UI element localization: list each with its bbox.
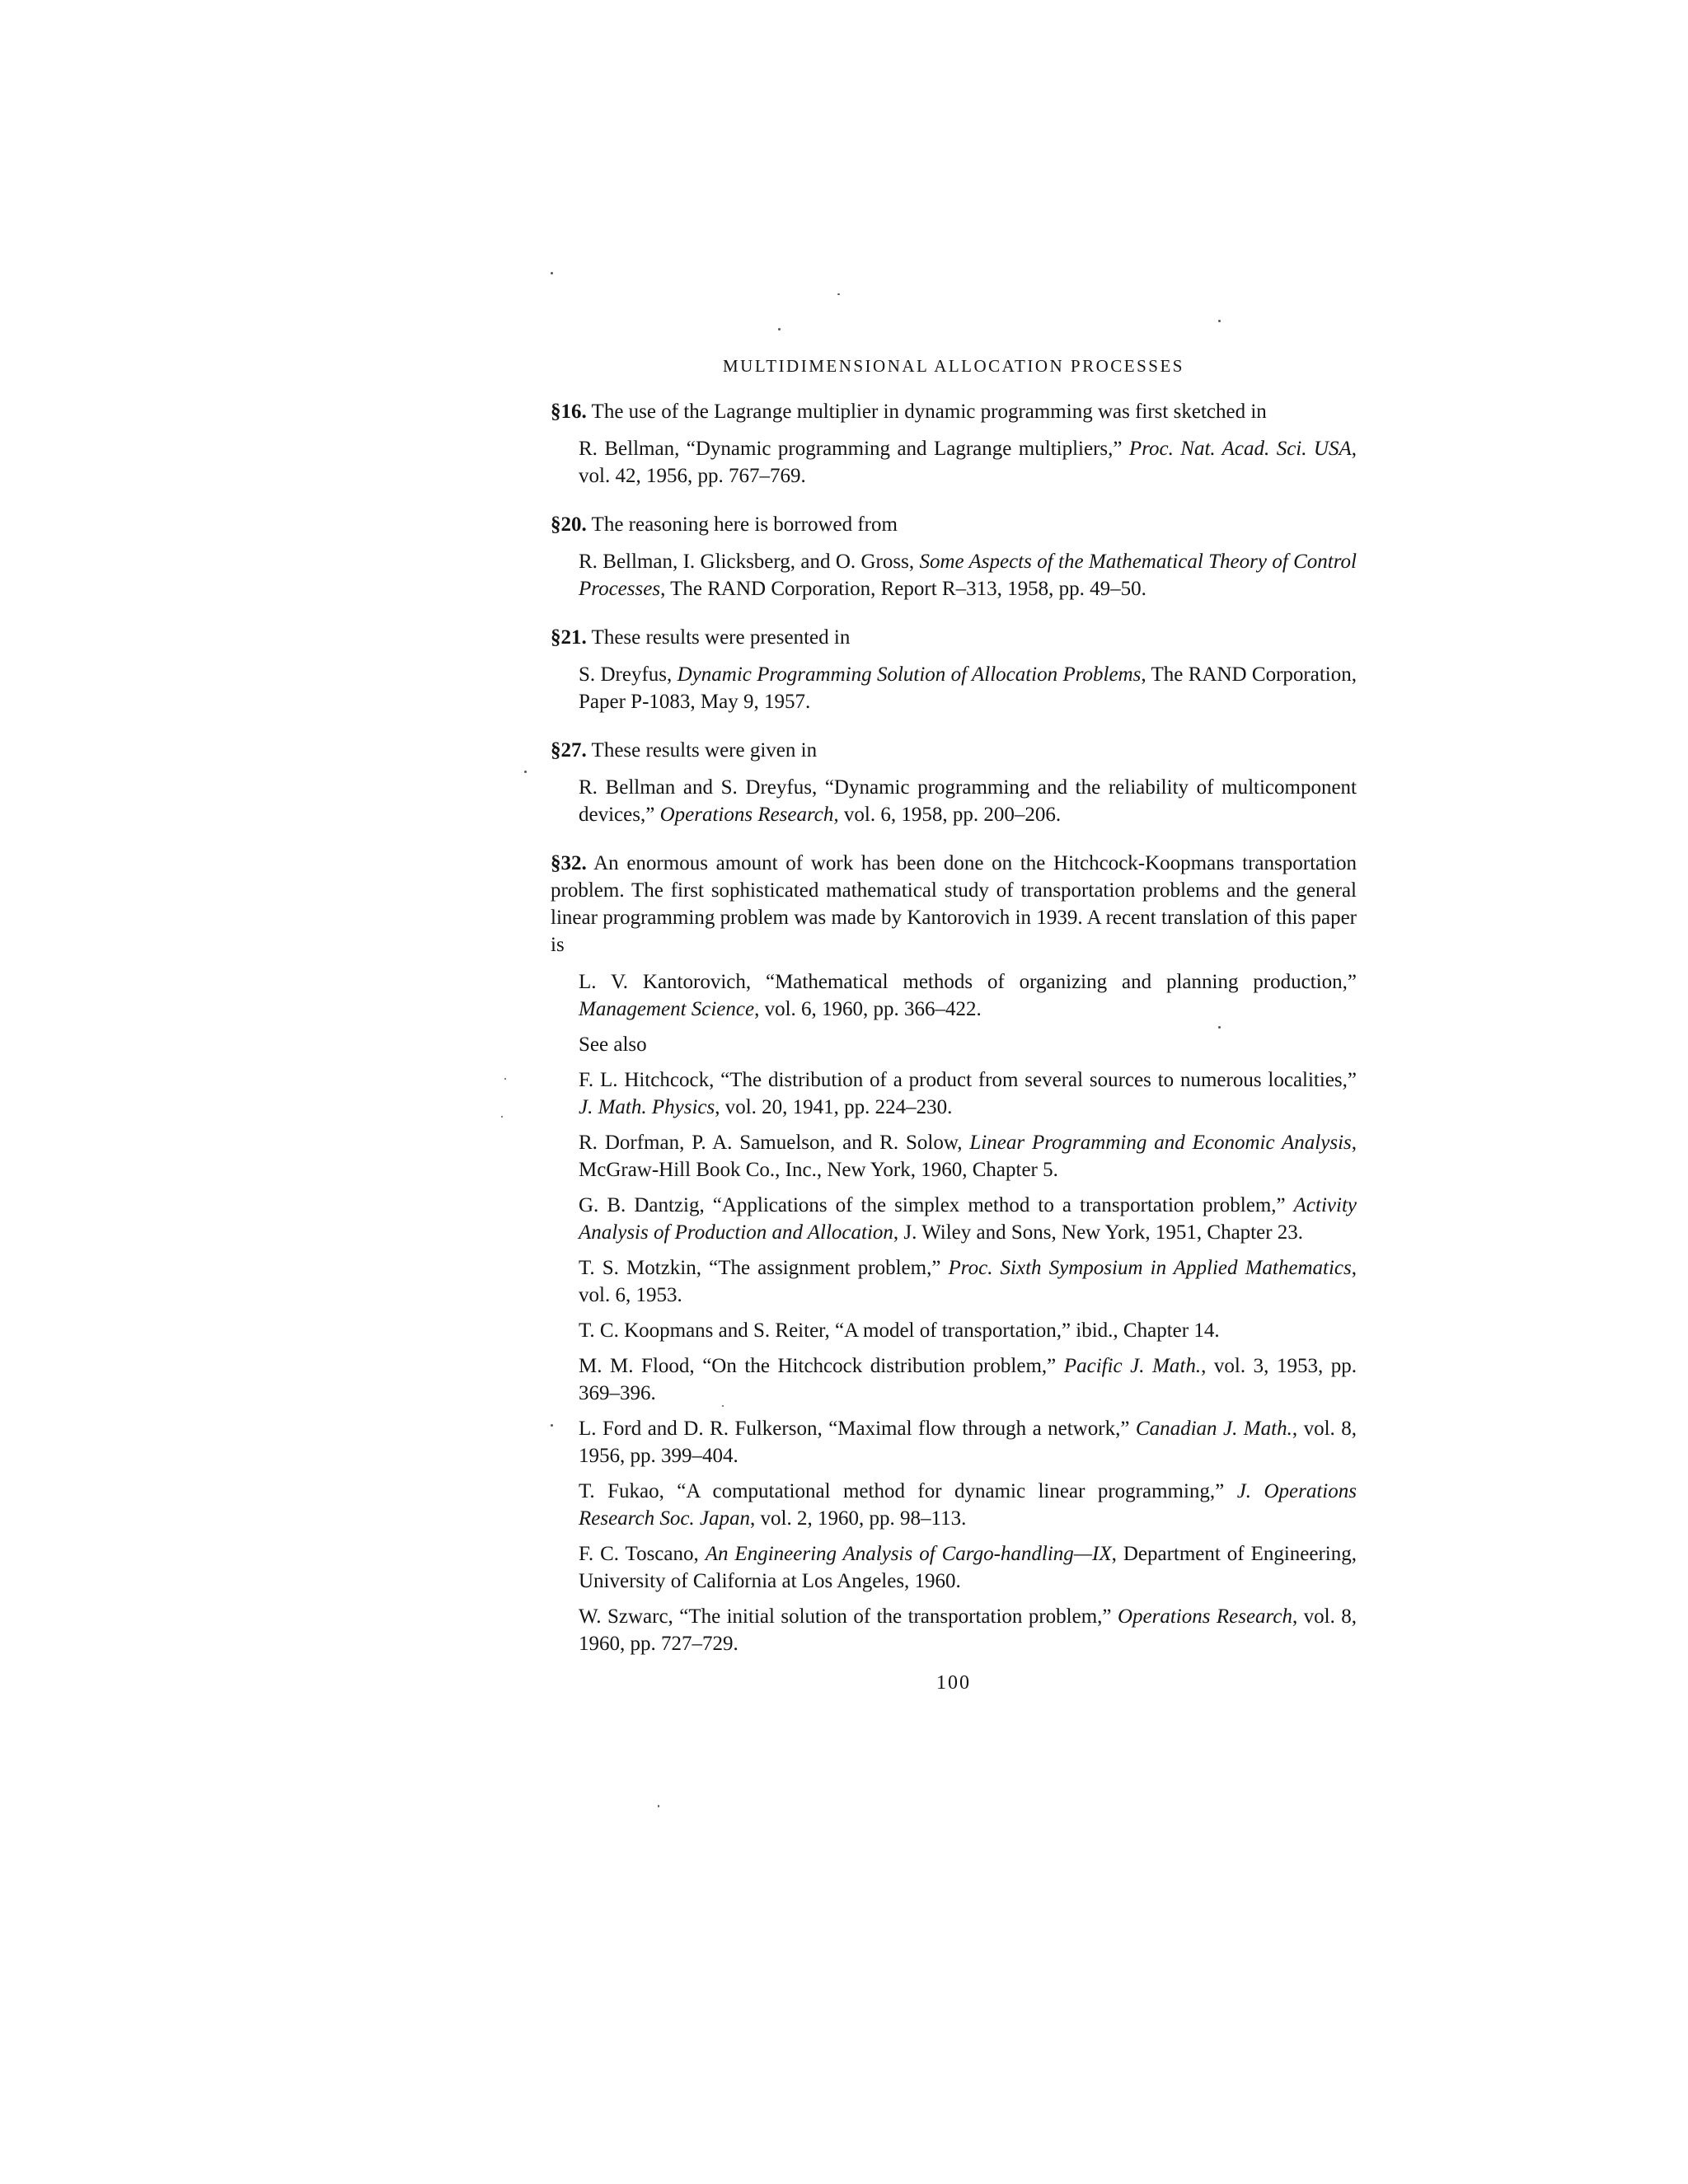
ref-details: , vol. 8, 1956, pp. 399–404. bbox=[579, 1418, 1357, 1467]
note-intro bbox=[551, 624, 1357, 651]
see-also-label: See also bbox=[579, 1033, 647, 1056]
ref-authors-title: T. S. Motzkin, “The assignment problem,” bbox=[579, 1257, 949, 1279]
ref-source: Operations Research bbox=[1117, 1605, 1292, 1628]
reference bbox=[551, 1603, 1357, 1657]
section-mark: §20. bbox=[551, 513, 587, 536]
reference bbox=[551, 435, 1357, 490]
ref-details: , Department of Engineering, University of California at Los Angeles, 1960. bbox=[579, 1543, 1357, 1592]
ref-details: , vol. 20, 1941, pp. 224–230. bbox=[715, 1096, 953, 1118]
ref-authors-title: T. Fukao, “A computational method for dynamic linear programming,” bbox=[579, 1480, 1237, 1502]
note-text: These results were presented in bbox=[586, 626, 851, 649]
ref-authors-title: M. M. Flood, “On the Hitchcock distribution problem,” bbox=[579, 1355, 1064, 1377]
note-intro bbox=[551, 398, 1357, 425]
note-section-16 bbox=[551, 398, 1357, 490]
scan-speck bbox=[551, 272, 553, 274]
ref-authors-title: F. L. Hitchcock, “The distribution of a product from several sources to numerous localities,” bbox=[579, 1069, 1357, 1091]
reference bbox=[551, 968, 1357, 1023]
reference bbox=[551, 1129, 1357, 1183]
note-text: The use of the Lagrange multiplier in dynamic programming was first sketched in bbox=[586, 401, 1267, 423]
ref-source: An Engineering Analysis of Cargo-handling—IX bbox=[705, 1543, 1112, 1565]
ref-authors-title: S. Dreyfus, bbox=[579, 663, 678, 686]
scan-speck bbox=[658, 1805, 659, 1807]
ref-authors-title: R. Bellman, I. Glicksberg, and O. Gross, bbox=[579, 551, 920, 573]
reference bbox=[551, 661, 1357, 715]
ref-source: Proc. Sixth Symposium in Applied Mathematics bbox=[948, 1257, 1352, 1279]
reference bbox=[551, 1478, 1357, 1532]
scan-speck bbox=[504, 1078, 506, 1080]
ref-details: , McGraw-Hill Book Co., Inc., New York, 1960, Chapter 5. bbox=[579, 1132, 1357, 1181]
ref-authors-title: F. C. Toscano, bbox=[579, 1543, 706, 1565]
ref-source: Proc. Nat. Acad. Sci. USA bbox=[1128, 438, 1352, 460]
ref-details: , vol. 8, 1960, pp. 727–729. bbox=[579, 1605, 1357, 1655]
ref-authors-title: R. Dorfman, P. A. Samuelson, and R. Solow, bbox=[579, 1132, 970, 1154]
note-text: The reasoning here is borrowed from bbox=[586, 513, 898, 536]
reference bbox=[551, 1352, 1357, 1407]
note-section-27 bbox=[551, 737, 1357, 828]
ref-authors-title: L. Ford and D. R. Fulkerson, “Maximal flow through a network,” bbox=[579, 1418, 1136, 1440]
section-mark: §16. bbox=[551, 401, 587, 423]
reference bbox=[551, 1540, 1357, 1595]
ref-authors-title: T. C. Koopmans and S. Reiter, “A model of transportation,” ibid., Chapter 14. bbox=[579, 1319, 1220, 1342]
ref-details: , The RAND Corporation, Report R–313, 1958, pp. 49–50. bbox=[660, 578, 1146, 600]
reference bbox=[551, 548, 1357, 602]
reference bbox=[551, 1066, 1357, 1121]
ref-source: Canadian J. Math. bbox=[1135, 1418, 1292, 1440]
ref-authors-title: G. B. Dantzig, “Applications of the simplex method to a transportation problem,” bbox=[579, 1194, 1294, 1216]
section-mark: §32. bbox=[551, 852, 587, 874]
ref-source: Pacific J. Math. bbox=[1063, 1355, 1202, 1377]
ref-source: J. Math. Physics bbox=[579, 1096, 715, 1118]
note-intro bbox=[551, 850, 1357, 958]
ref-details: , The RAND Corporation, Paper P-1083, May 9, 1957. bbox=[579, 663, 1357, 713]
ref-source: Some Aspects of the Mathematical Theory of Control Processes bbox=[579, 551, 1357, 600]
note-section-32 bbox=[551, 850, 1357, 1657]
scan-speck bbox=[524, 771, 527, 773]
ref-details: , vol. 3, 1953, pp. 369–396. bbox=[579, 1355, 1357, 1404]
ref-details: , vol. 42, 1956, pp. 767–769. bbox=[579, 438, 1357, 487]
reference bbox=[551, 1415, 1357, 1469]
ref-source: Management Science bbox=[579, 998, 755, 1020]
note-intro bbox=[551, 511, 1357, 538]
section-mark: §21. bbox=[551, 626, 587, 649]
reference bbox=[551, 774, 1357, 828]
ref-details: , vol. 6, 1953. bbox=[579, 1257, 1357, 1306]
scan-speck bbox=[837, 293, 840, 295]
note-text: An enormous amount of work has been done on the Hitchcock-Koopmans transportation problem. The first sophisticated mathematical study of transportation problems and the general linear programming problem was made by Kantorovich in 1939. A recent translation of this paper is bbox=[551, 852, 1357, 956]
note-intro bbox=[551, 737, 1357, 764]
ref-source: Operations Research, bbox=[659, 804, 839, 826]
note-section-21 bbox=[551, 624, 1357, 715]
ref-authors-title: R. Bellman, “Dynamic programming and Lagrange multipliers,” bbox=[579, 438, 1129, 460]
page-number: 100 bbox=[936, 1672, 971, 1694]
reference bbox=[551, 1192, 1357, 1246]
note-section-20 bbox=[551, 511, 1357, 602]
ref-source: J. Operations Research Soc. Japan bbox=[579, 1480, 1357, 1530]
reference bbox=[551, 1317, 1357, 1344]
ref-details: , J. Wiley and Sons, New York, 1951, Chapter 23. bbox=[893, 1221, 1304, 1244]
scan-speck bbox=[501, 1116, 503, 1118]
ref-source: Linear Programming and Economic Analysis bbox=[969, 1132, 1352, 1154]
ref-authors-title: W. Szwarc, “The initial solution of the transportation problem,” bbox=[579, 1605, 1118, 1628]
scan-speck bbox=[778, 328, 781, 330]
ref-authors-title: R. Bellman and S. Dreyfus, “Dynamic programming and the reliability of multicomponent devices,” bbox=[579, 776, 1357, 826]
ref-details: , vol. 2, 1960, pp. 98–113. bbox=[750, 1507, 967, 1530]
book-page bbox=[551, 356, 1357, 1694]
ref-authors-title: L. V. Kantorovich, “Mathematical methods of organizing and planning production,” bbox=[579, 971, 1357, 993]
note-text: These results were given in bbox=[586, 739, 818, 762]
ref-details: , vol. 6, 1960, pp. 366–422. bbox=[754, 998, 982, 1020]
ref-source: Dynamic Programming Solution of Allocation Problems bbox=[677, 663, 1142, 686]
running-head: MULTIDIMENSIONAL ALLOCATION PROCESSES bbox=[723, 356, 1184, 376]
section-mark: §27. bbox=[551, 739, 587, 762]
ref-source: Activity Analysis of Production and Allocation bbox=[579, 1194, 1357, 1244]
reference bbox=[551, 1254, 1357, 1309]
scan-speck bbox=[1218, 320, 1221, 322]
ref-details: vol. 6, 1958, pp. 200–206. bbox=[838, 804, 1062, 826]
